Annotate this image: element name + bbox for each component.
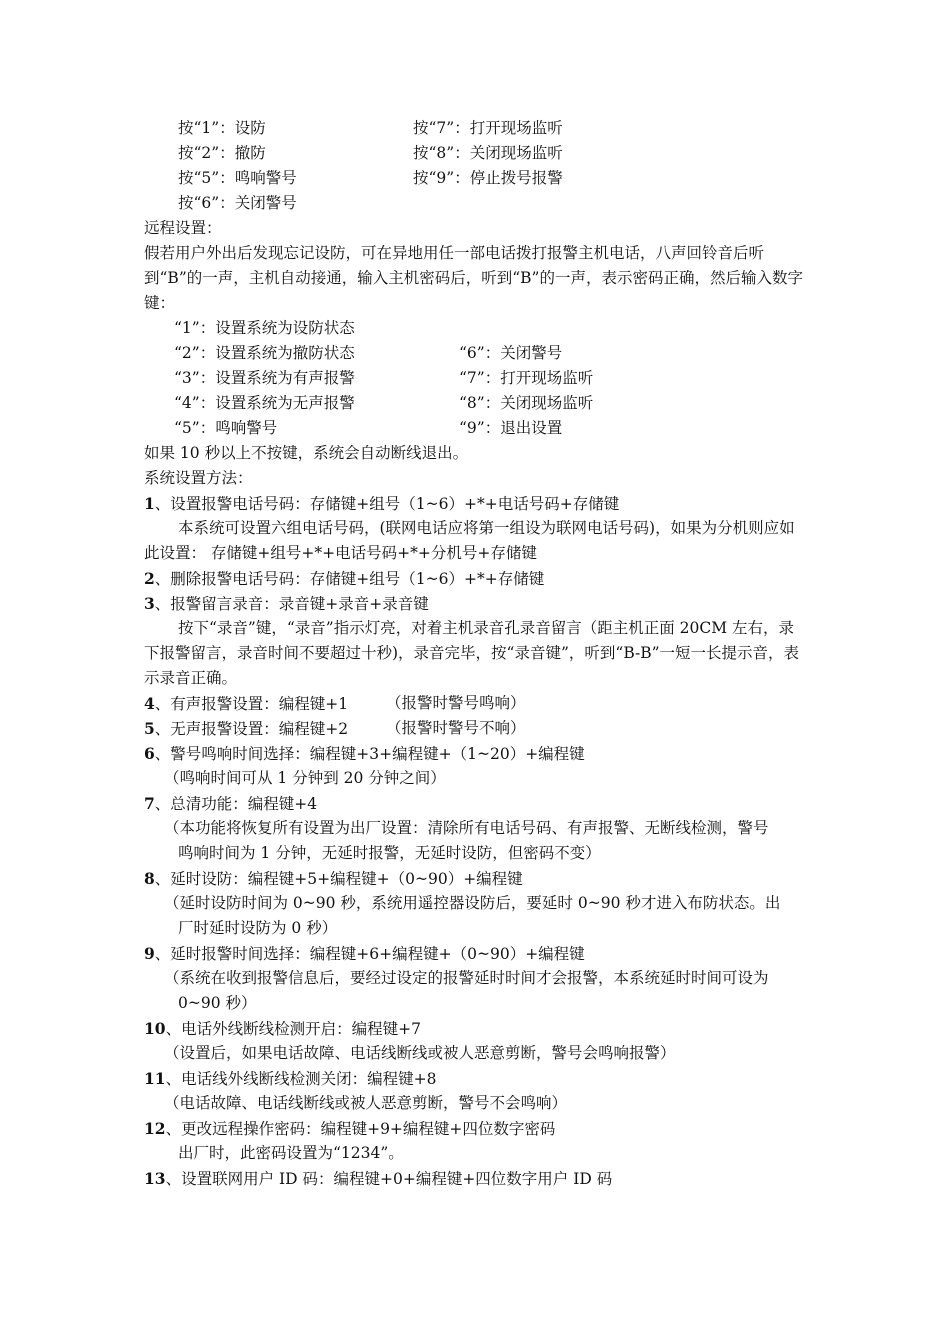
- item-9-description-line2: 0~90 秒）: [178, 994, 257, 1012]
- item-7-description-line2: 鸣响时间为 1 分钟，无延时报警，无延时设防，但密码不变）: [178, 844, 601, 862]
- remote-key-2: “2”：设置系统为撤防状态: [174, 344, 355, 362]
- item-6-description: （鸣响时间可从 1 分钟到 20 分钟之间）: [164, 769, 446, 787]
- item-title: 、设置报警电话号码：存储键+组号（1~6）+*+电话号码+存储键: [154, 495, 620, 513]
- item-8-description-line2: 厂时延时设防为 0 秒）: [178, 919, 338, 937]
- local-key-9: 按“9”：停止拨号报警: [413, 169, 563, 187]
- remote-key-1: “1”：设置系统为设防状态: [174, 319, 355, 337]
- item-title: 、总清功能：编程键+4: [154, 795, 318, 813]
- item-number: 5: [144, 719, 155, 738]
- item-title: 、报警留言录音：录音键+录音+录音键: [154, 595, 429, 613]
- remote-key-9: “9”：退出设置: [459, 419, 563, 437]
- item-number: 4: [144, 694, 155, 713]
- item-5-heading: [144, 716, 348, 741]
- item-title: 、延时报警时间选择：编程键+6+编程键+（0~90）+编程键: [154, 945, 585, 963]
- item-10-description: （设置后，如果电话故障、电话线断线或被人恶意剪断，警号会鸣响报警）: [164, 1044, 676, 1062]
- item-title: 、更改远程操作密码：编程键+9+编程键+四位数字密码: [165, 1120, 556, 1138]
- item-3-description: 按下“录音”键，“录音”指示灯亮，对着主机录音孔录音留言（距主机正面 20CM 左右，录下报警留言，录音时间不要超过十秒)，录音完毕，按“录音键”，听到“B-B”一短一长提示音，表示录音正确。: [144, 619, 800, 687]
- item-12-heading: [144, 1116, 555, 1141]
- item-title: 、无声报警设置：编程键+2: [154, 720, 349, 738]
- local-key-2: 按“2”：撤防: [178, 144, 266, 162]
- item-title: 、电话外线断线检测开启：编程键+7: [165, 1020, 421, 1038]
- item-8-heading: [144, 866, 523, 891]
- item-title: 、警号鸣响时间选择：编程键+3+编程键+（1~20）+编程键: [154, 745, 585, 763]
- item-11-description: （电话故障、电话线断线或被人恶意剪断，警号不会鸣响）: [164, 1094, 568, 1112]
- remote-key-3: “3”：设置系统为有声报警: [174, 369, 355, 387]
- remote-key-7: “7”：打开现场监听: [459, 369, 594, 387]
- item-6-heading: [144, 741, 585, 766]
- remote-description: 假若用户外出后发现忘记设防，可在异地用任一部电话拨打报警主机电话，八声回铃音后听到“B”的一声，主机自动接通，输入主机密码后，听到“B”的一声，表示密码正确，然后输入数字键：: [144, 244, 803, 312]
- item-title: 、删除报警电话号码：存储键+组号（1~6）+*+存储键: [154, 570, 545, 588]
- local-key-8: 按“8”：关闭现场监听: [413, 144, 563, 162]
- item-4-note: （报警时警号鸣响）: [386, 694, 526, 712]
- settings-title: 系统设置方法：: [144, 469, 253, 487]
- item-1-description: 本系统可设置六组电话号码，(联网电话应将第一组设为联网电话号码)，如果为分机则应如此设置： 存储键+组号+*+电话号码+*+分机号+存储键: [144, 519, 795, 562]
- item-number: 2: [144, 569, 155, 588]
- item-number: 10: [144, 1019, 166, 1038]
- timeout-note: 如果 10 秒以上不按键，系统会自动断线退出。: [144, 444, 469, 462]
- item-13-heading: [144, 1166, 612, 1191]
- local-key-5: 按“5”：鸣响警号: [178, 169, 297, 187]
- item-9-description-line1: （系统在收到报警信息后，要经过设定的报警延时时间才会报警，本系统延时时间可设为: [164, 969, 769, 987]
- item-12-description: 出厂时，此密码设置为“1234”。: [178, 1144, 404, 1162]
- item-number: 11: [144, 1069, 166, 1088]
- item-number: 8: [144, 869, 155, 888]
- item-11-heading: [144, 1066, 436, 1091]
- item-4-heading: [144, 691, 348, 716]
- item-number: 6: [144, 744, 155, 763]
- local-key-6: 按“6”：关闭警号: [178, 194, 297, 212]
- item-number: 7: [144, 794, 155, 813]
- item-title: 、电话线外线断线检测关闭：编程键+8: [165, 1070, 437, 1088]
- remote-title: 远程设置：: [144, 219, 222, 237]
- item-1-heading: [144, 491, 619, 516]
- item-7-description-line1: （本功能将恢复所有设置为出厂设置：清除所有电话号码、有声报警、无断线检测，警号: [164, 819, 769, 837]
- remote-key-5: “5”：鸣响警号: [174, 419, 278, 437]
- item-2-heading: [144, 566, 544, 591]
- item-number: 9: [144, 944, 155, 963]
- item-7-heading: [144, 791, 317, 816]
- item-title: 、延时设防：编程键+5+编程键+（0~90）+编程键: [154, 870, 523, 888]
- item-5-note: （报警时警号不响）: [386, 719, 526, 737]
- item-8-description-line1: （延时设防时间为 0~90 秒，系统用遥控器设防后，要延时 0~90 秒才进入布防状态。出: [164, 894, 781, 912]
- item-number: 3: [144, 594, 155, 613]
- item-number: 13: [144, 1169, 166, 1188]
- local-key-7: 按“7”：打开现场监听: [413, 119, 563, 137]
- remote-key-6: “6”：关闭警号: [459, 344, 563, 362]
- item-title: 、设置联网用户 ID 码：编程键+0+编程键+四位数字用户 ID 码: [165, 1170, 613, 1188]
- remote-key-4: “4”：设置系统为无声报警: [174, 394, 355, 412]
- remote-key-8: “8”：关闭现场监听: [459, 394, 594, 412]
- item-number: 12: [144, 1119, 166, 1138]
- item-number: 1: [144, 494, 155, 513]
- local-key-1: 按“1”：设防: [178, 119, 266, 137]
- item-title: 、有声报警设置：编程键+1: [154, 695, 349, 713]
- item-10-heading: [144, 1016, 421, 1041]
- item-3-heading: [144, 591, 429, 616]
- item-9-heading: [144, 941, 585, 966]
